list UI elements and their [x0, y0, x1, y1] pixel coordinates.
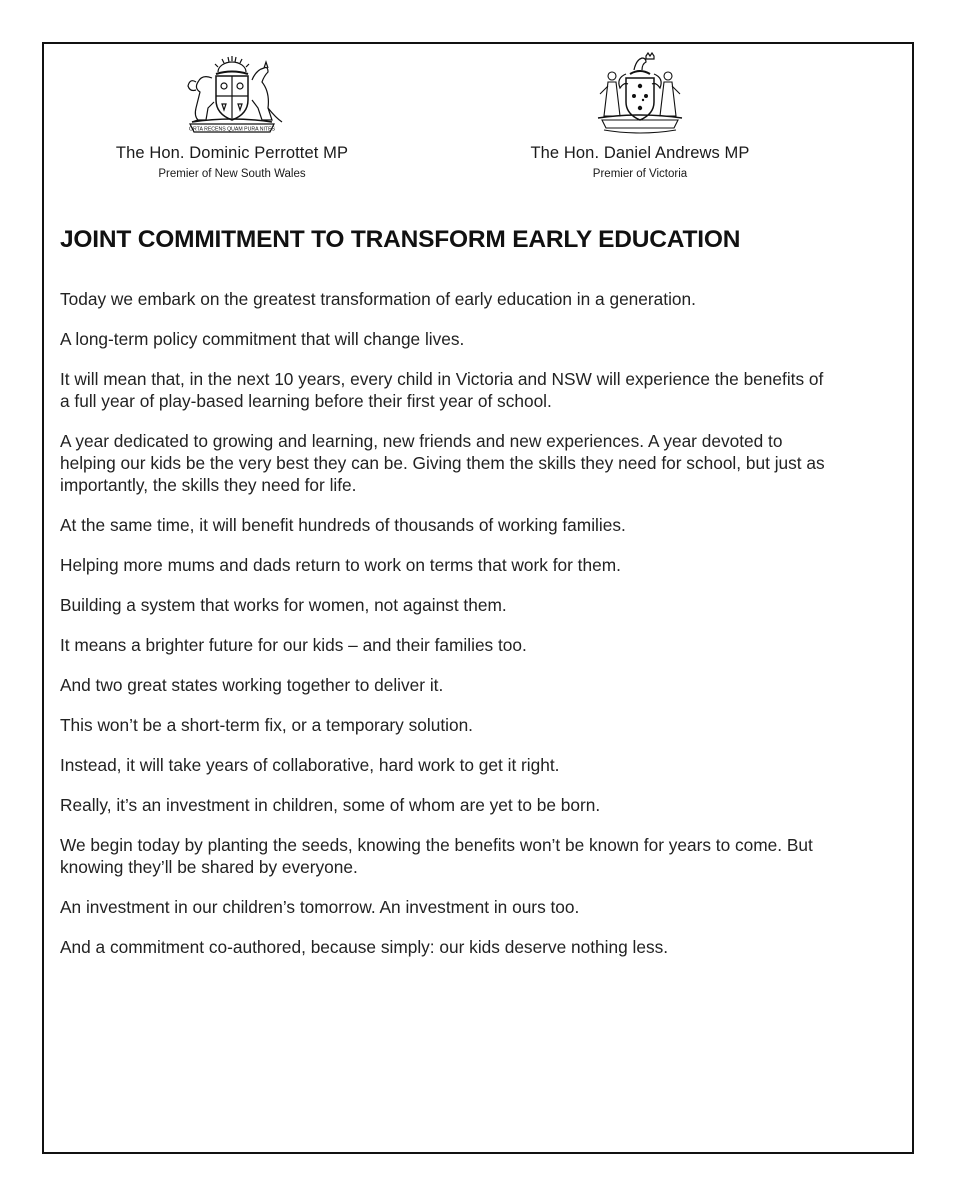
signatory-victoria [490, 52, 790, 180]
document-body [60, 288, 830, 976]
document-title: JOINT COMMITMENT TO TRANSFORM EARLY EDUCATION [60, 226, 741, 253]
paragraph: Really, it’s an investment in children, some of whom are yet to be born. [60, 795, 601, 815]
paragraph: We begin today by planting the seeds, knowing the benefits won’t be known for years to come. But knowing they’ll be shared by everyone. [60, 835, 813, 877]
paragraph: And a commitment co-authored, because simply: our kids deserve nothing less. [60, 937, 669, 957]
signatory-role: Premier of Victoria [592, 168, 688, 180]
paragraph: It will mean that, in the next 10 years, every child in Victoria and NSW will experience the benefits of a full year of play-based learning before their first year of school. [60, 369, 824, 411]
signatory-role: Premier of New South Wales [158, 168, 306, 180]
paragraph: It means a brighter future for our kids – and their families too. [60, 635, 527, 655]
signatory-nsw [82, 52, 382, 180]
paragraph: At the same time, it will benefit hundreds of thousands of working families. [60, 515, 626, 535]
nsw-coat-of-arms-icon [172, 52, 292, 138]
paragraph: Building a system that works for women, not against them. [60, 595, 507, 615]
paragraph: Today we embark on the greatest transformation of early education in a generation. [60, 289, 696, 309]
paragraph: And two great states working together to deliver it. [60, 675, 444, 695]
paragraph: A long-term policy commitment that will change lives. [60, 329, 465, 349]
signatory-name: The Hon. Daniel Andrews MP [530, 144, 750, 162]
signatory-name: The Hon. Dominic Perrottet MP [115, 144, 349, 162]
paragraph: This won’t be a short-term fix, or a temporary solution. [60, 715, 473, 735]
paragraph: An investment in our children’s tomorrow. An investment in ours too. [60, 897, 580, 917]
victoria-coat-of-arms-icon [590, 52, 690, 138]
nsw-motto: ORTA RECENS QUAM PURA NITES [189, 126, 275, 133]
paragraph: A year dedicated to growing and learning, new friends and new experiences. A year devoted to helping our kids be the very best they can be. Giving them the skills they need for school, but just as importantly, the skills they need for life. [60, 431, 825, 495]
paragraph: Helping more mums and dads return to work on terms that work for them. [60, 555, 621, 575]
paragraph: Instead, it will take years of collaborative, hard work to get it right. [60, 755, 560, 775]
